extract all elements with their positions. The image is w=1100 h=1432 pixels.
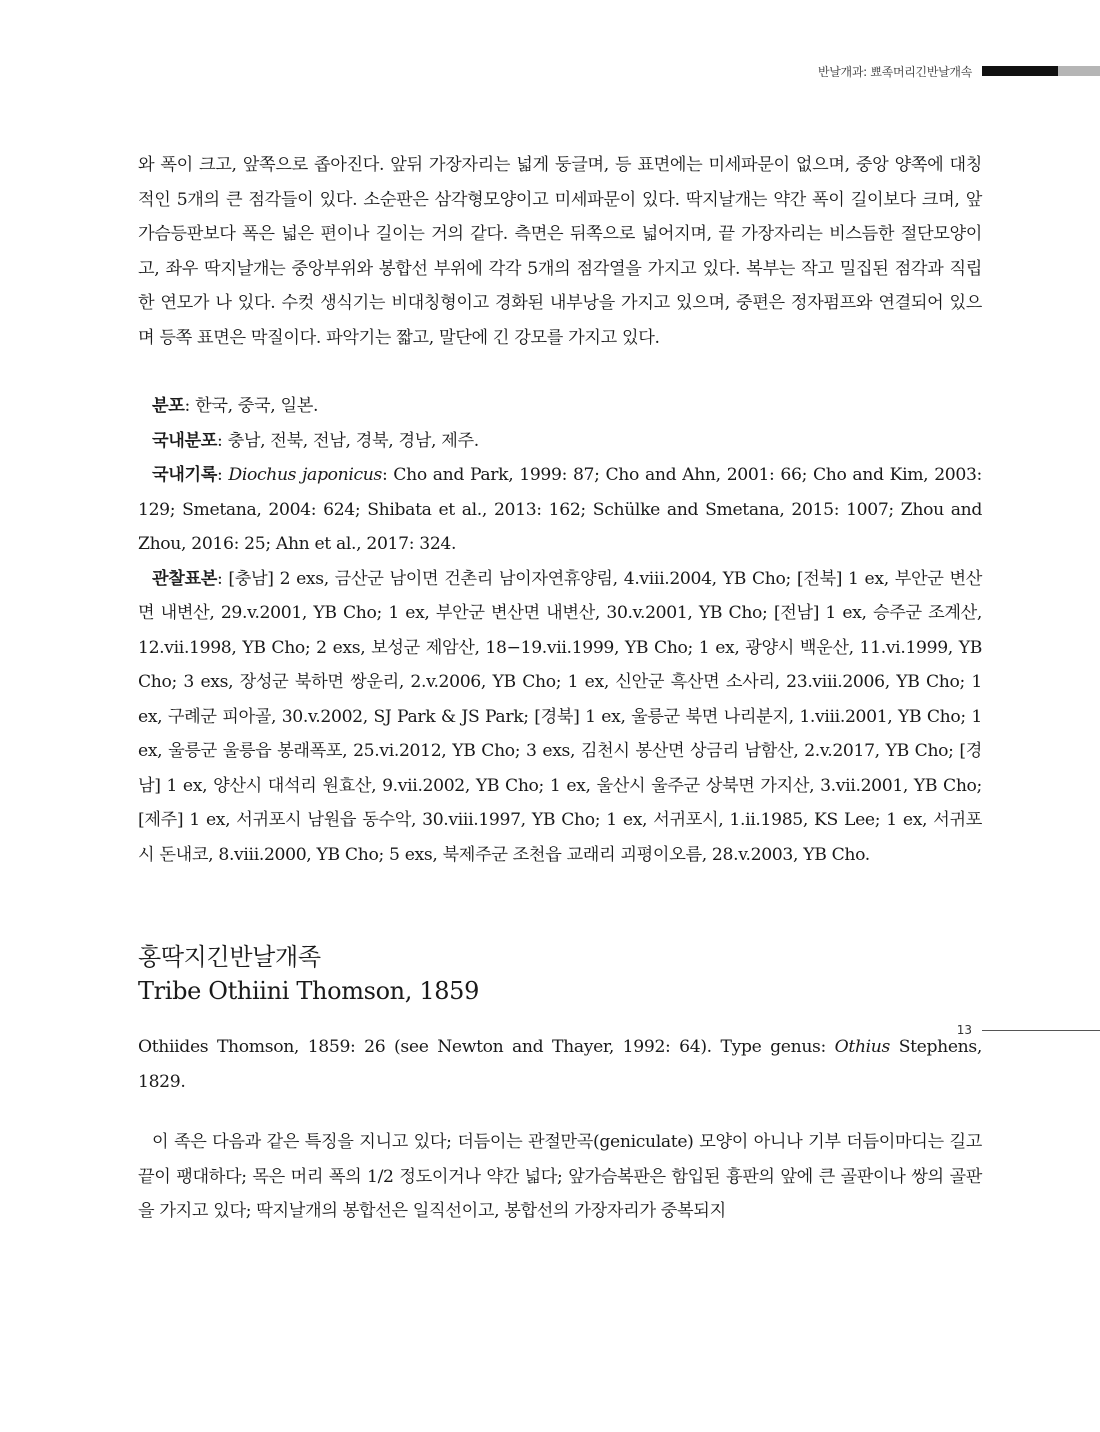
species-name: Diochus japonicus	[228, 465, 382, 485]
synonym-text: Othiides Thomson, 1859: 26 (see Newton and Thayer, 1992: 64). Type genus:	[138, 1037, 835, 1057]
distribution-label: 분포	[152, 396, 185, 416]
distribution-paragraph	[138, 389, 982, 424]
specimens-label: 관찰표본	[152, 568, 218, 589]
synonym-author: Stephens, 1829.	[138, 1037, 982, 1092]
spacer	[138, 1099, 982, 1125]
specimens-text: : [충남] 2 exs, 금산군 남이면 건촌리 남이자연휴양림, 4.viii.2004, YB Cho; [전북] 1 ex, 부안군 변산면 내변산, 29.v.2001, YB Cho; 1 ex, 부안군 변산면 내변산, 30.v.2001, YB Cho; [전남] 1 ex, 승주군 조계산, 12.vii.1998, YB Cho; 2 exs, 보성군 제암산, 18−19.vii.1999, YB Cho; 1 ex, 광양시 백운산, 11.vi.1999, YB Cho; 3 exs, 장성군 북하면 쌍운리, 2.v.2006, YB Cho; 1 ex, 신안군 흑산면 소사리, 23.viii.2006, YB Cho; 1 ex, 구례군 피아골, 30.v.2002, SJ Park & JS Park; [경북] 1 ex, 울릉군 북면 나리분지, 1.viii.2001, YB Cho; 1 ex, 울릉군 울릉읍 봉래폭포, 25.vi.2012, YB Cho; 3 exs, 김천시 봉산면 상금리 남함산, 2.v.2017, YB Cho; [경남] 1 ex, 양산시 대석리 원효산, 9.vii.2002, YB Cho; 1 ex, 울산시 울주군 상북면 가지산, 3.vii.2001, YB Cho; [제주] 1 ex, 서귀포시 남원읍 동수악, 30.viii.1997, YB Cho; 1 ex, 서귀포시, 1.ii.1985, KS Lee; 1 ex, 서귀포시 돈내코, 8.viii.2000, YB Cho; 5 exs, 북제주군 조천읍 교래리 괴평이오름, 28.v.2003, YB Cho.	[138, 568, 982, 865]
page-content	[138, 148, 982, 1229]
header-bar-grey	[1058, 66, 1100, 76]
description-continuation: 와 폭이 크고, 앞쪽으로 좁아진다. 앞뒤 가장자리는 넓게 둥글며, 등 표면에는 미세파문이 없으며, 중앙 양쪽에 대칭적인 5개의 큰 점각들이 있다. 소순판은 삼각형모양이고 미세파문이 있다. 딱지날개는 약간 폭이 길이보다 크며, 앞가슴등판보다 폭은 넓은 편이나 길이는 거의 같다. 측면은 뒤쪽으로 넓어지며, 끝 가장자리는 비스듬한 절단모양이고, 좌우 딱지날개는 중앙부위와 봉합선 부위에 각각 5개의 점각열을 가지고 있다. 복부는 작고 밀집된 점각과 직립한 연모가 나 있다. 수컷 생식기는 비대칭형이고 경화된 내부낭을 가지고 있으며, 중편은 정자펌프와 연결되어 있으며 등쪽 표면은 막질이다. 파악기는 짧고, 말단에 긴 강모를 가지고 있다.	[138, 155, 982, 348]
spacer	[138, 1008, 982, 1030]
tribe-description: 이 족은 다음과 같은 특징을 지니고 있다; 더듬이는 관절만곡(geniculate) 모양이 아니나 기부 더듬이마디는 길고 끝이 팽대하다; 목은 머리 폭의 1/2 정도이거나 약간 넓다; 앞가슴복판은 함입된 흉판의 앞에 큰 골판이나 쌍의 골판을 가지고 있다; 딱지날개의 봉합선은 일직선이고, 봉합선의 가장자리가 중복되지	[138, 1132, 982, 1221]
running-header	[818, 64, 1100, 78]
korea-records-citations: : Cho and Park, 1999: 87; Cho and Ahn, 2001: 66; Cho and Kim, 2003: 129; Smetana, 2004: 624; Shibata et al., 2013: 162; Schülke and Smetana, 2015: 1007; Zhou and Zhou, 2016: 25; Ahn et al., 2017: 324.	[138, 465, 982, 554]
specimens-paragraph	[138, 562, 982, 873]
korea-distribution-label: 국내분포	[152, 430, 218, 451]
tribe-title-english: Tribe Othiini Thomson, 1859	[138, 977, 480, 1005]
tribe-synonym-paragraph	[138, 1030, 982, 1099]
korea-distribution-text: : 충남, 전북, 전남, 경북, 경남, 제주.	[217, 430, 479, 451]
korea-records-text: : Diochus japonicus: Cho and Park, 1999: 87; Cho and Ahn, 2001: 66; Cho and Kim, 2003: 129; Smetana, 2004: 624; Shibata et al., 2013: 162; Schülke and Smetana, 2015: 1007; Zhou and Zhou, 2016: 25; Ahn et al., 2017: 324.	[138, 465, 982, 554]
tribe-title-korean: 홍딱지긴반날개족	[138, 943, 321, 971]
distribution-text: : 한국, 중국, 일본.	[184, 396, 319, 416]
page-number: 13	[956, 1023, 972, 1037]
running-header-title: 반날개과: 뾰족머리긴반날개속	[817, 64, 972, 79]
type-genus: Othius	[834, 1037, 890, 1057]
korea-distribution-paragraph	[138, 424, 982, 459]
spacer	[138, 872, 982, 940]
korea-records-label: 국내기록	[152, 465, 218, 485]
spacer	[138, 355, 982, 389]
page-footer	[957, 1023, 1100, 1037]
footer-rule	[982, 1030, 1100, 1031]
korea-records-paragraph	[138, 458, 982, 562]
header-bar-dark	[982, 66, 1058, 76]
